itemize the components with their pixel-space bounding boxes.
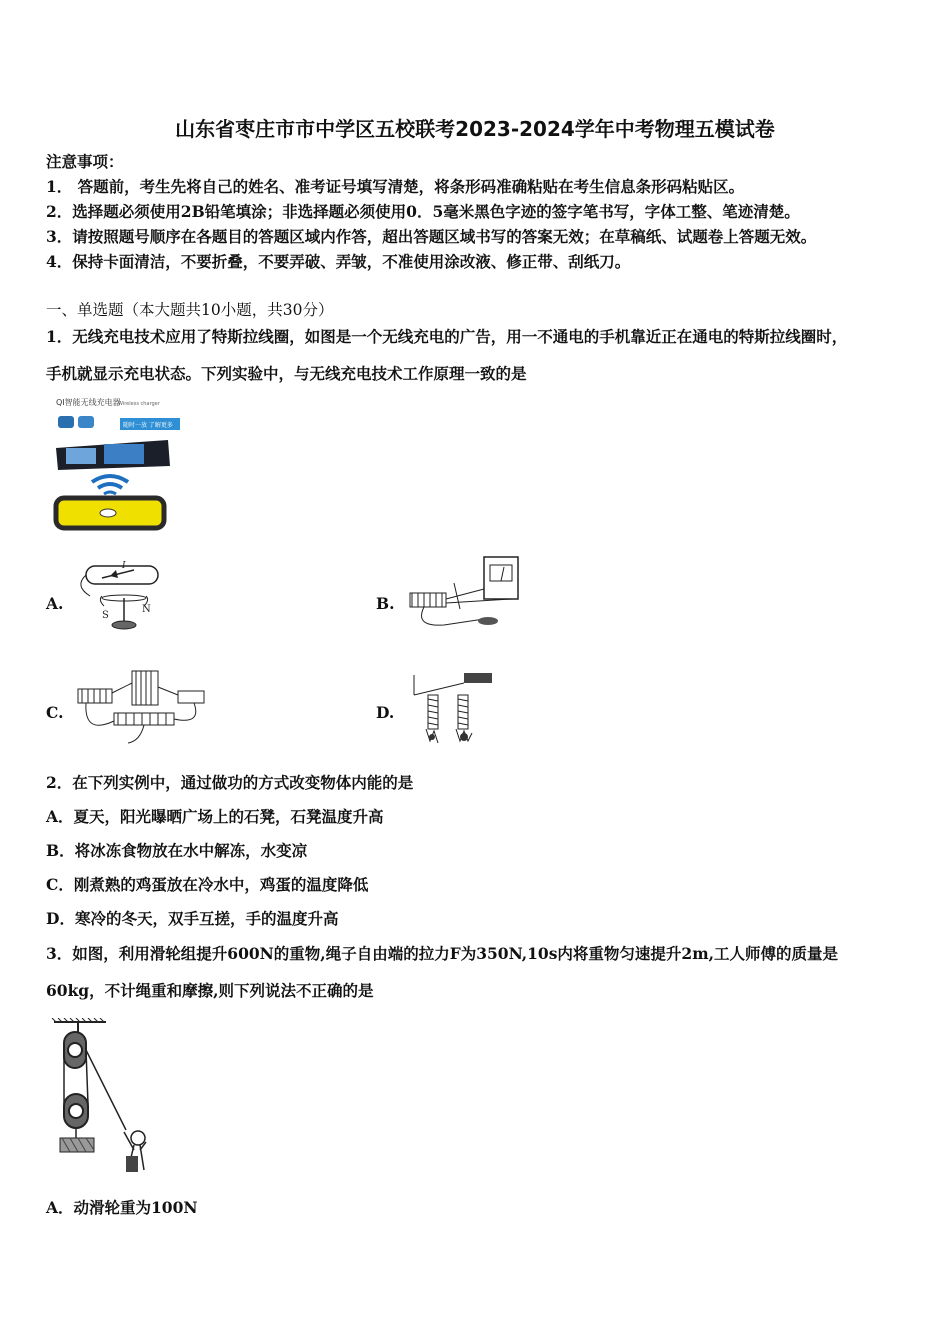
q1-option-d-label: D.: [376, 703, 395, 722]
section-heading: 一、单选题（本大题共10小题，共30分）: [46, 301, 334, 319]
current-label: I: [122, 561, 126, 571]
q2-option-d: D．寒冷的冬天，双手互搓，手的温度升高: [46, 909, 339, 928]
q3-stem-line1: 3．如图，利用滑轮组提升600N的重物,绳子自由端的拉力F为350N,10s内将重物匀速提升2m,工人师傅的质量是: [46, 944, 839, 963]
wireless-charger-ad-figure: [52, 394, 182, 534]
notice-item-4: 4．保持卡面清洁，不要折叠，不要弄破、弄皱，不准使用涂改液、修正带、刮纸刀。: [46, 252, 631, 271]
page-title: 山东省枣庄市市中学区五校联考2023-2024学年中考物理五模试卷: [175, 117, 775, 141]
q1-option-a-figure: [72, 556, 172, 636]
notice-item-1: 1． 答题前，考生先将自己的姓名、准考证号填写清楚，将条形码准确粘贴在考生信息条形码粘贴区。: [46, 177, 745, 196]
q1-option-c-figure: [74, 663, 210, 747]
q1-stem-line2: 手机就显示充电状态。下列实验中，与无线充电技术工作原理一致的是: [46, 364, 527, 383]
notice-heading: 注意事项：: [46, 152, 124, 171]
q2-option-b: B．将冰冻食物放在水中解冻，水变凉: [46, 841, 308, 860]
q1-option-a-label: A.: [46, 594, 64, 613]
q1-option-d-figure: [406, 667, 502, 747]
q2-option-a: A．夏天，阳光曝晒广场上的石凳，石凳温度升高: [46, 807, 384, 826]
ad-button-text: 随时一放 了解更多: [123, 422, 173, 429]
q2-stem: 2．在下列实例中，通过做功的方式改变物体内能的是: [46, 773, 414, 792]
q3-stem-line2: 60kg，不计绳重和摩擦,则下列说法不正确的是: [46, 981, 374, 1000]
ad-title: QI智能无线充电器: [56, 398, 121, 407]
notice-item-3: 3．请按照题号顺序在各题目的答题区域内作答，超出答题区域书写的答案无效；在草稿纸、试题卷上答题无效。: [46, 227, 817, 246]
q1-option-c-label: C.: [46, 703, 64, 722]
north-label: N: [142, 604, 151, 615]
pulley-system-figure: [50, 1018, 156, 1174]
q1-option-b-figure: [404, 553, 526, 637]
q1-stem-line1: 1．无线充电技术应用了特斯拉线圈，如图是一个无线充电的广告，用一不通电的手机靠近正在通电的特斯拉线圈时，: [46, 327, 848, 346]
q2-option-c: C．刚煮熟的鸡蛋放在冷水中，鸡蛋的温度降低: [46, 875, 369, 894]
notice-item-2: 2．选择题必须使用2B铅笔填涂；非选择题必须使用0．5毫米黑色字迹的签字笔书写，字体工整、笔迹清楚。: [46, 202, 800, 221]
q3-option-a: A．动滑轮重为100N: [46, 1198, 198, 1217]
south-label: S: [102, 610, 109, 621]
ad-subtitle: Wireless charger: [118, 401, 160, 407]
q1-option-b-label: B.: [376, 594, 395, 613]
